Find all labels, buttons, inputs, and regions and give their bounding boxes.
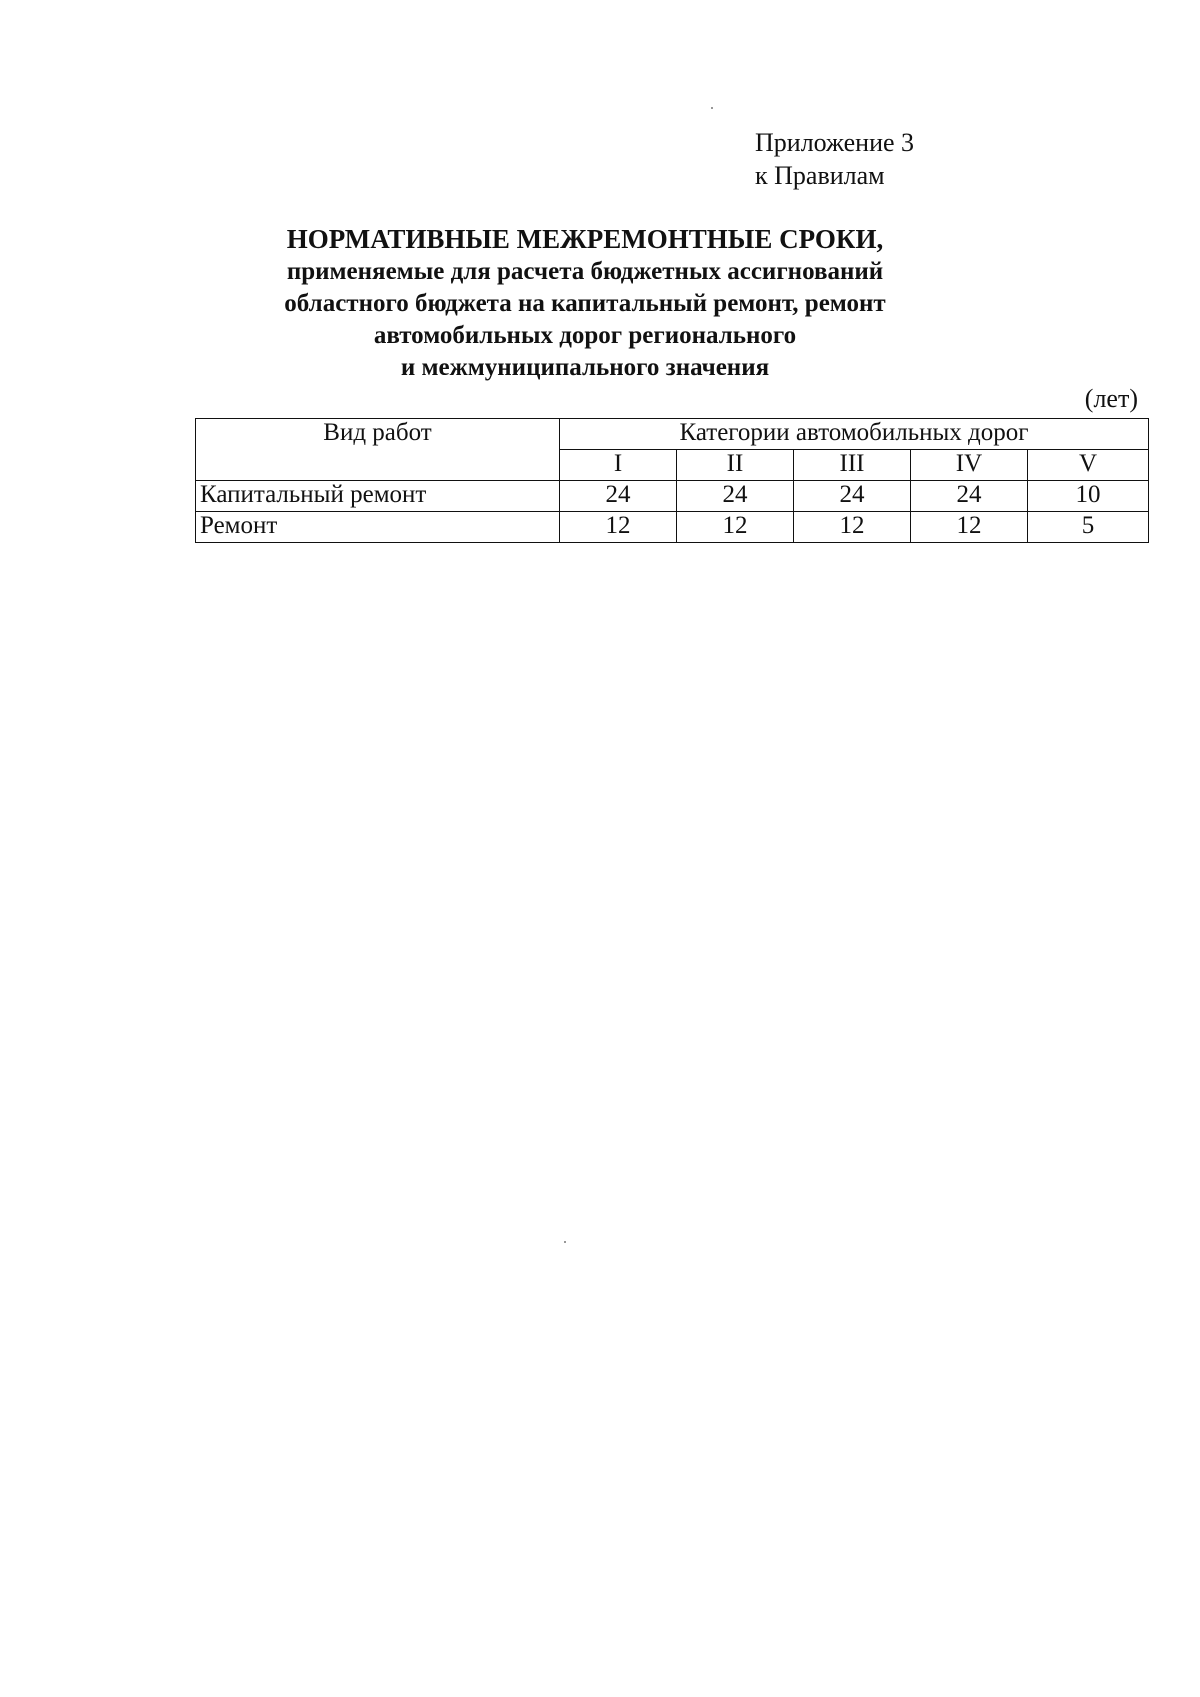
scan-speck <box>711 107 713 109</box>
table-cell: 24 <box>911 481 1028 512</box>
document-subtitle-line-2: областного бюджета на капитальный ремонт, ремонт <box>284 290 886 317</box>
document-subtitle-line-4: и межмуниципального значения <box>400 354 770 381</box>
table-cell: 24 <box>560 481 677 512</box>
units-label: (лет) <box>1084 384 1138 413</box>
category-header-i: I <box>560 450 677 481</box>
table-cell: 24 <box>677 481 794 512</box>
document-subtitle-line-1: применяемые для расчета бюджетных ассигнований <box>286 258 884 285</box>
table-cell: 24 <box>794 481 911 512</box>
category-header-v: V <box>1028 450 1149 481</box>
table-cell: 12 <box>677 512 794 543</box>
category-header-iii: III <box>794 450 911 481</box>
table-row <box>196 481 1149 512</box>
work-type-label: Ремонт <box>196 512 560 543</box>
road-categories-header: Категории автомобильных дорог <box>560 419 1149 450</box>
appendix-number: Приложение 3 <box>755 128 915 157</box>
table-cell: 10 <box>1028 481 1149 512</box>
work-type-header: Вид работ <box>196 419 560 481</box>
table-cell: 12 <box>794 512 911 543</box>
table-row <box>196 512 1149 543</box>
scan-speck <box>564 1241 566 1243</box>
appendix-rules-reference: к Правилам <box>755 161 885 190</box>
repair-intervals-table <box>195 418 1149 543</box>
category-header-iv: IV <box>911 450 1028 481</box>
appendix-reference <box>755 126 914 192</box>
work-type-label: Капитальный ремонт <box>196 481 560 512</box>
table-cell: 12 <box>911 512 1028 543</box>
category-header-ii: II <box>677 450 794 481</box>
document-title: НОРМАТИВНЫЕ МЕЖРЕМОНТНЫЕ СРОКИ, <box>286 224 884 254</box>
document-heading <box>240 222 930 384</box>
table-cell: 12 <box>560 512 677 543</box>
document-subtitle-line-3: автомобильных дорог регионального <box>373 322 797 349</box>
table-cell: 5 <box>1028 512 1149 543</box>
table-header-row <box>196 419 1149 450</box>
